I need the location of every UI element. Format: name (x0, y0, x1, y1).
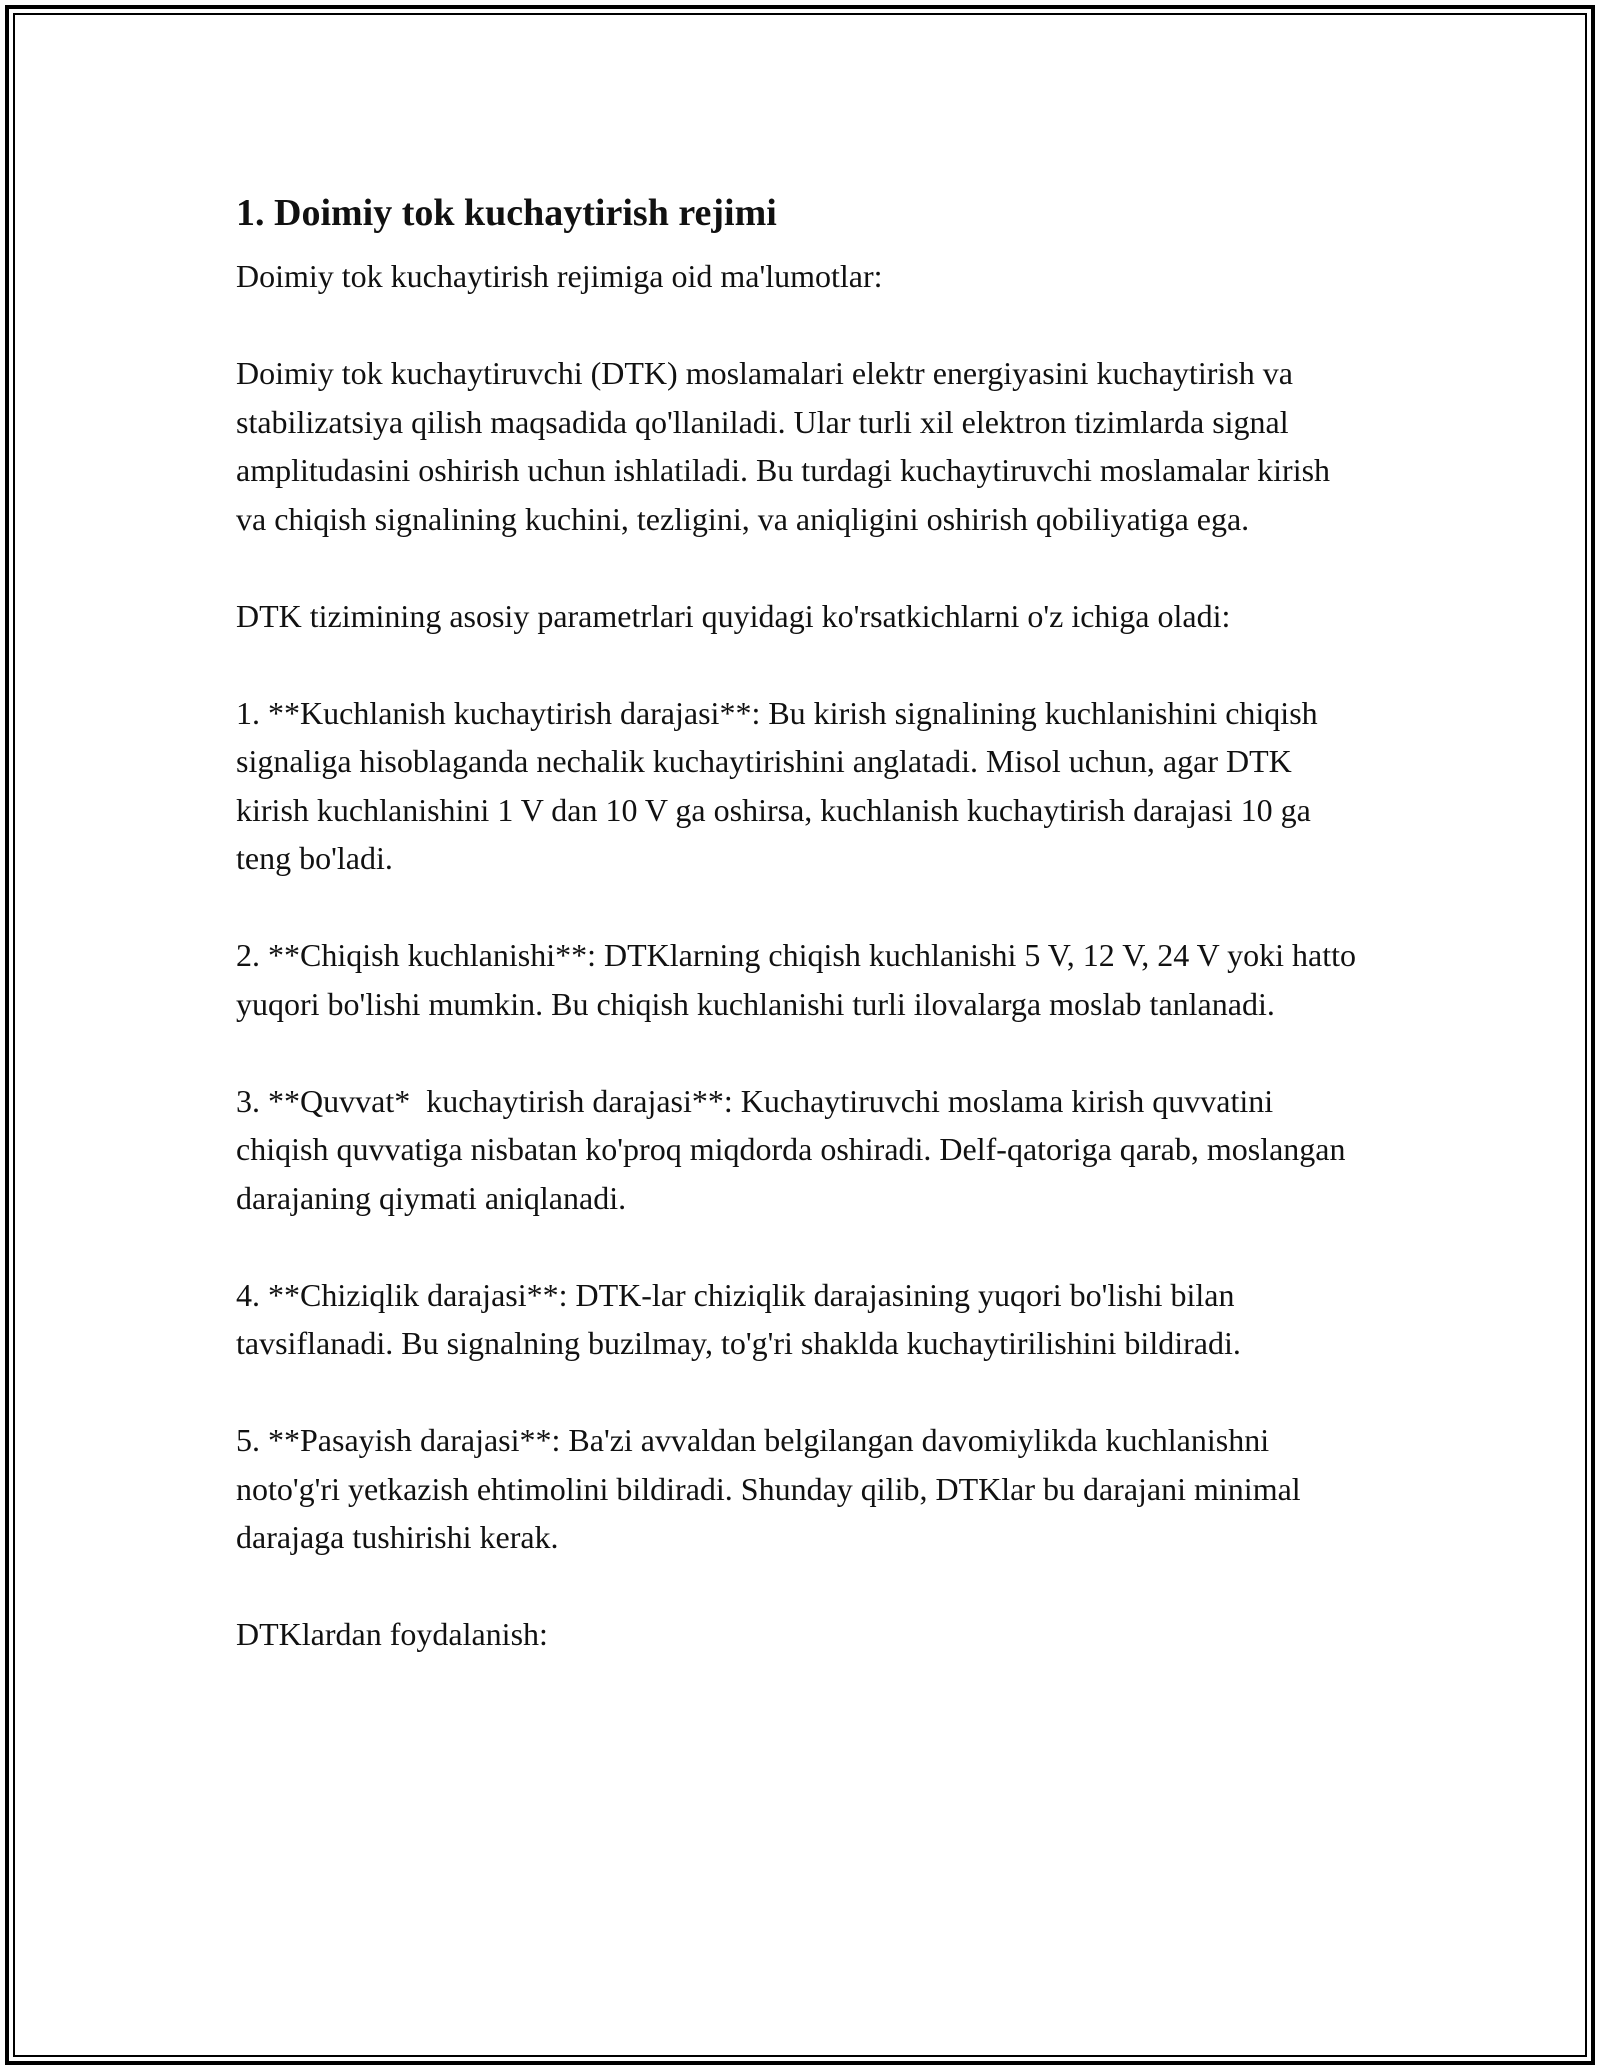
list-item-linearity: 4. **Chiziqlik darajasi**: DTK-lar chiziqlik darajasining yuqori bo'lishi bilan tavsiflanadi. Bu signalning buzilmay, to'g'ri shaklda kuchaytirilishini bildiradi. (236, 1276, 1243, 1361)
list-item-output-voltage: 2. **Chiqish kuchlanishi**: DTKlarning chiqish kuchlanishi 5 V, 12 V, 24 V yoki hatto yuqori bo'lishi mumkin. Bu chiqish kuchlanishi turli ilovalarga moslab tanlanadi. (236, 937, 1365, 1022)
parameters-intro-paragraph: DTK tizimining asosiy parametrlari quyidagi ko'rsatkichlarni o'z ichiga oladi: (236, 597, 1231, 634)
list-item-power-gain: 3. **Quvvat* kuchaytirish darajasi**: Kuchaytiruvchi moslama kirish quvvatini chiqish quvvatiga nisbatan ko'proq miqdorda oshiradi. Delf-qatoriga qarab, moslangan darajaning qiymati aniqlanadi. (236, 1082, 1354, 1216)
list-item-voltage-gain: 1. **Kuchlanish kuchaytirish darajasi**: Bu kirish signalining kuchlanishini chiqish signaliga hisoblaganda nechalik kuchaytirishini anglatadi. Misol uchun, agar DTK kirish kuchlanishini 1 V dan 10 V ga oshirsa, kuchlanish kuchaytirish darajasi 10 ga teng bo'ladi. (236, 694, 1326, 876)
document-title: 1. Doimiy tok kuchaytirish rejimi (236, 192, 777, 234)
intro-paragraph: Doimiy tok kuchaytirish rejimiga oid ma'lumotlar: (236, 258, 883, 294)
usage-heading-paragraph: DTKlardan foydalanish: (236, 1616, 548, 1652)
document-body (236, 186, 1366, 1707)
description-paragraph: Doimiy tok kuchaytiruvchi (DTK) moslamalari elektr energiyasini kuchaytirish va stabilizatsiya qilish maqsadida qo'llaniladi. Ular turli xil elektron tizimlarda signal amplitudasini oshirish uchun ishlatiladi. Bu turdagi kuchaytiruvchi moslamalar kirish va chiqish signalining kuchini, tezligini, va aniqligini oshirish qobiliyatiga ega. (236, 355, 1339, 537)
list-item-drop-level: 5. **Pasayish darajasi**: Ba'zi avvaldan belgilangan davomiylikda kuchlanishni noto'g'ri yetkazish ehtimolini bildiradi. Shunday qilib, DTKlar bu darajani minimal darajaga tushirishi kerak. (236, 1422, 1309, 1555)
